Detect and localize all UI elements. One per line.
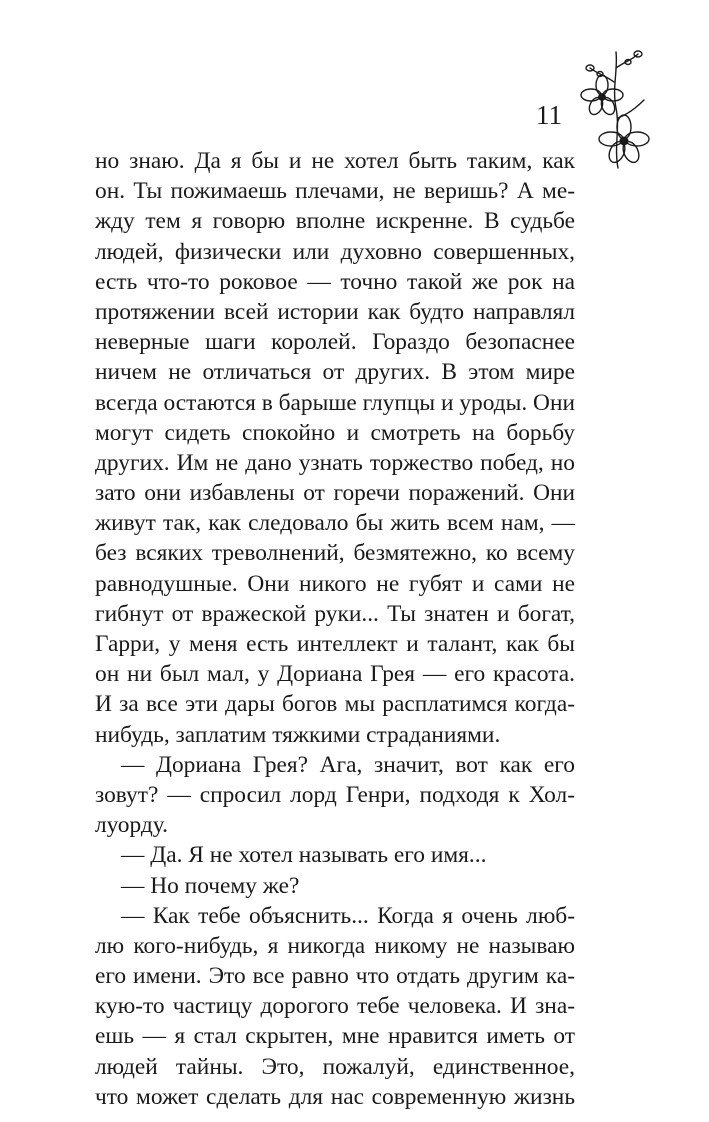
text-line: он ни был мал, у Дориана Грея — его красота.: [95, 661, 575, 688]
text-line: нибудь, заплатим тяжкими страданиями.: [95, 721, 501, 748]
page-number: 11: [536, 100, 562, 130]
text-line: Гарри, у меня есть интеллект и талант, как бы: [95, 631, 575, 657]
text-line: — Но почему же?: [121, 872, 300, 899]
text-line: зовут? — спросил лорд Генри, подходя к Хол-: [95, 781, 575, 808]
text-line: ешь — я стал скрытен, мне нравится иметь от: [95, 1023, 575, 1050]
text-line: — Да. Я не хотел называть его имя...: [121, 842, 487, 869]
body-text: [95, 146, 575, 1112]
text-line: — Как тебе объяснить... Когда я очень люб-: [121, 902, 575, 929]
text-line: но знаю. Да я бы и не хотел быть таким, как: [95, 148, 575, 174]
text-line: луорду.: [95, 812, 168, 839]
text-line: кую-то частицу дорогого тебе человека. И зна-: [95, 993, 575, 1020]
text-line: могут сидеть спокойно и смотреть на борьбу: [95, 419, 575, 446]
text-line: людей, физически или духовно совершенных,: [95, 238, 575, 265]
text-line: ничем не отличаться от других. В этом мире: [95, 359, 575, 386]
text-line: он. Ты пожимаешь плечами, не веришь? А ме-: [95, 178, 575, 205]
text-line: его имени. Это все равно что отдать другим ка-: [95, 963, 575, 990]
text-line: неверные шаги королей. Гораздо безопаснее: [95, 329, 575, 356]
text-line: равнодушные. Они никого не губят и сами не: [95, 570, 575, 597]
text-line: есть что-то роковое — точно такой же рок на: [95, 268, 575, 295]
text-line: живут так, как следовало бы жить всем нам, —: [95, 510, 575, 537]
text-line: без всяких треволнений, безмятежно, ко всему: [95, 540, 575, 567]
text-line: гибнут от вражеской руки... Ты знатен и богат,: [95, 600, 575, 627]
text-line: людей тайны. Это, пожалуй, единственное,: [95, 1053, 575, 1080]
text-line: других. Им не дано узнать торжество побед, но: [95, 449, 575, 476]
text-line: И за все эти дары богов мы расплатимся когда-: [95, 691, 575, 718]
text-line: всегда остаются в барыше глупцы и уроды. Они: [95, 389, 575, 416]
text-line: зато они избавлены от горечи поражений. Они: [95, 480, 575, 507]
text-line: лю кого-нибудь, я никогда никому не называю: [95, 932, 575, 959]
text-line: — Дориана Грея? Ага, значит, вот как его: [121, 751, 575, 778]
text-line: протяжении всей истории как будто направлял: [95, 298, 575, 325]
text-line: что может сделать для нас современную жизнь: [95, 1083, 575, 1110]
orchid-flower-icon: [572, 48, 652, 170]
text-line: жду тем я говорю вполне искренне. В судьбе: [95, 208, 575, 235]
